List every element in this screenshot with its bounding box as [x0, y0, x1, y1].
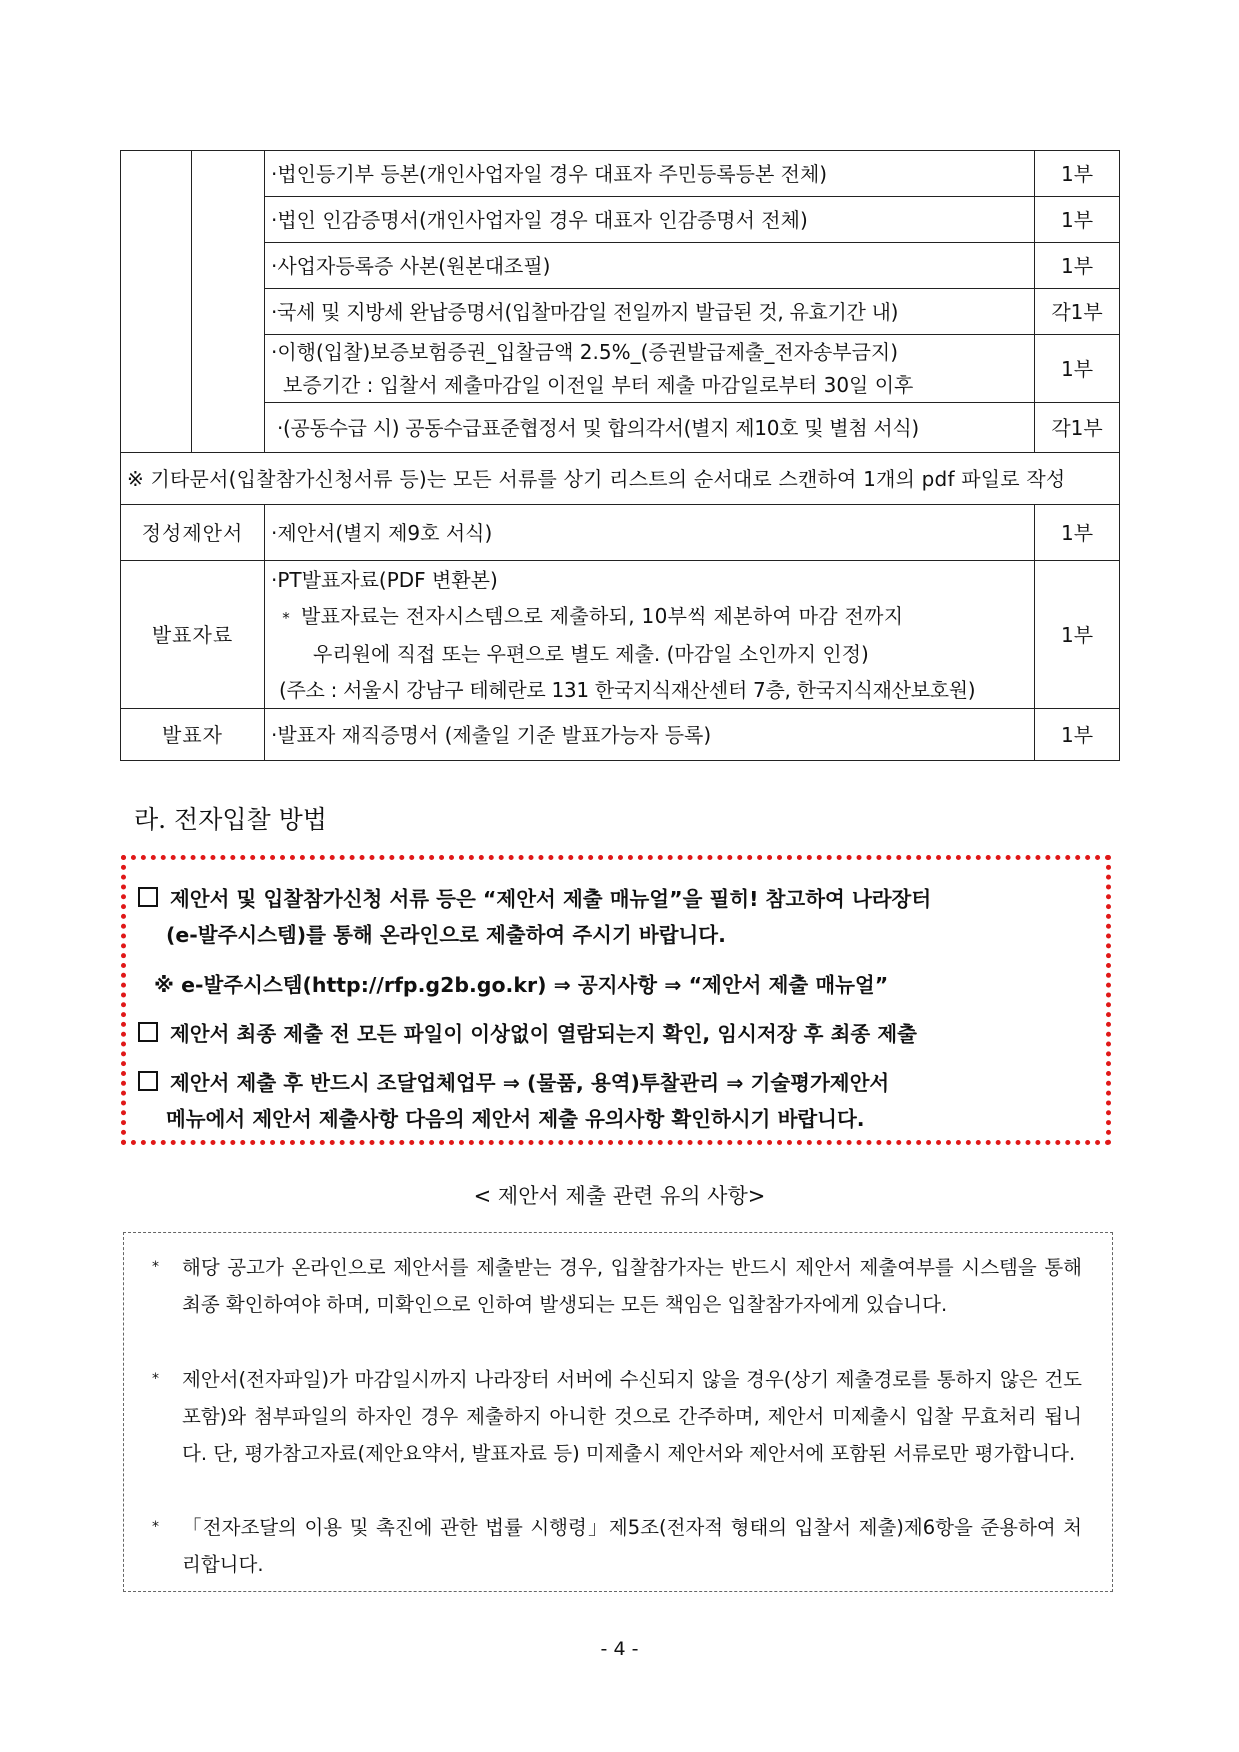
item-cell [265, 561, 1035, 709]
qty-cell: 1부 [1035, 709, 1120, 761]
item-line-4: (주소 : 서울시 강남구 테헤란로 131 한국지식재산센터 7층, 한국지식재산보호원) [279, 677, 976, 702]
table-row [121, 453, 1120, 505]
item-cell: ·발표자 재직증명서 (제출일 기준 발표가능자 등록) [265, 709, 1035, 761]
notes-box [123, 1232, 1113, 1592]
section-heading: 라. 전자입찰 방법 [134, 805, 327, 834]
item-line-2-text: 발표자료는 전자시스템으로 제출하되, 10부씩 제본하여 마감 전까지 [301, 603, 904, 628]
asterisk-bullet: * [152, 1519, 159, 1535]
instruction-line [138, 882, 931, 912]
instruction-reference: ※ e-발주시스템(http://rfp.g2b.go.kr) ⇒ 공지사항 ⇒ “제안서 제출 매뉴얼” [154, 973, 889, 997]
category-cell: 발표자 [121, 709, 265, 761]
table-row [121, 289, 1120, 335]
table-row [121, 709, 1120, 761]
item-cell [265, 335, 1035, 403]
category-cell-blank [121, 151, 192, 453]
star-bullet: * [282, 608, 290, 627]
note-item [152, 1509, 1082, 1583]
instruction-line [138, 1017, 917, 1047]
item-cell: ·법인등기부 등본(개인사업자일 경우 대표자 주민등록등본 전체) [265, 151, 1035, 197]
notes-caption: < 제안서 제출 관련 유의 사항> [473, 1184, 766, 1208]
qty-cell: 1부 [1035, 505, 1120, 561]
item-line-3: 우리원에 직접 또는 우편으로 별도 제출. (마감일 소인까지 인정) [313, 641, 869, 666]
note-cell: ※ 기타문서(입찰참가신청서류 등)는 모든 서류를 상기 리스트의 순서대로 스캔하여 1개의 pdf 파일로 작성 [121, 453, 1120, 505]
qty-cell: 각1부 [1035, 289, 1120, 335]
note-text: 제안서(전자파일)가 마감일시까지 나라장터 서버에 수신되지 않을 경우(상기 제출경로를 통하지 않은 건도 포함)와 첨부파일의 하자인 경우 제출하지 아니한 것으로 간주하며, 제안서 미제출시 입찰 무효처리 됩니다. 단, 평가참고자료(제안요약서, 발표자료 등) 미제출시 제안서와 제안서에 포함된 서류로만 평가합니다. [182, 1368, 1082, 1465]
checkbox-icon [138, 1022, 158, 1042]
subcategory-cell-blank [192, 151, 265, 453]
instruction-line [138, 1066, 889, 1096]
instruction-line: (e-발주시스템)를 통해 온라인으로 제출하여 주시기 바랍니다. [166, 923, 726, 947]
checkbox-icon [138, 1071, 158, 1091]
table-row [121, 505, 1120, 561]
instruction-text: 제안서 제출 후 반드시 조달업체업무 ⇒ (물품, 용역)투찰관리 ⇒ 기술평가제안서 [170, 1071, 890, 1095]
qty-cell: 각1부 [1035, 403, 1120, 453]
instructions-box [121, 855, 1111, 1145]
qty-cell: 1부 [1035, 197, 1120, 243]
item-line-1: ·이행(입찰)보증보험증권_입찰금액 2.5%_(증권발급제출_전자송부금지) [271, 339, 899, 364]
item-cell: ·제안서(별지 제9호 서식) [265, 505, 1035, 561]
table-row [121, 197, 1120, 243]
qty-cell: 1부 [1035, 243, 1120, 289]
asterisk-bullet: * [152, 1259, 159, 1275]
instruction-line: 메뉴에서 제안서 제출사항 다음의 제안서 제출 유의사항 확인하시기 바랍니다. [166, 1107, 865, 1131]
table-row [121, 403, 1120, 453]
instruction-text: 제안서 및 입찰참가신청 서류 등은 “제안서 제출 매뉴얼”을 필히! 참고하여 나라장터 [170, 887, 932, 911]
category-cell: 정성제안서 [121, 505, 265, 561]
item-cell: ·(공동수급 시) 공동수급표준협정서 및 합의각서(별지 제10호 및 별첨 서식) [265, 403, 1035, 453]
table-row [121, 335, 1120, 403]
item-cell: ·사업자등록증 사본(원본대조필) [265, 243, 1035, 289]
asterisk-bullet: * [152, 1371, 159, 1387]
requirements-table [120, 150, 1120, 761]
instruction-text: 제안서 최종 제출 전 모든 파일이 이상없이 열람되는지 확인, 임시저장 후 최종 제출 [170, 1022, 917, 1046]
note-text: 「전자조달의 이용 및 촉진에 관한 법률 시행령」제5조(전자적 형태의 입찰서 제출)제6항을 준용하여 처리합니다. [182, 1516, 1082, 1576]
item-line-2: 보증기간 : 입찰서 제출마감일 이전일 부터 제출 마감일로부터 30일 이후 [283, 372, 914, 397]
page-number: - 4 - [600, 1638, 639, 1660]
table-row [121, 561, 1120, 709]
item-cell: ·국세 및 지방세 완납증명서(입찰마감일 전일까지 발급된 것, 유효기간 내) [265, 289, 1035, 335]
category-cell: 발표자료 [121, 561, 265, 709]
table-row [121, 151, 1120, 197]
item-line-1: ·PT발표자료(PDF 변환본) [271, 567, 498, 592]
item-line-2 [271, 604, 903, 628]
qty-cell: 1부 [1035, 561, 1120, 709]
note-item [152, 1249, 1082, 1323]
note-item [152, 1361, 1082, 1472]
qty-cell: 1부 [1035, 335, 1120, 403]
checkbox-icon [138, 887, 158, 907]
qty-cell: 1부 [1035, 151, 1120, 197]
table-row [121, 243, 1120, 289]
item-cell: ·법인 인감증명서(개인사업자일 경우 대표자 인감증명서 전체) [265, 197, 1035, 243]
note-text: 해당 공고가 온라인으로 제안서를 제출받는 경우, 입찰참가자는 반드시 제안서 제출여부를 시스템을 통해 최종 확인하여야 하며, 미확인으로 인하여 발생되는 모든 책임은 입찰참가자에게 있습니다. [182, 1256, 1082, 1316]
